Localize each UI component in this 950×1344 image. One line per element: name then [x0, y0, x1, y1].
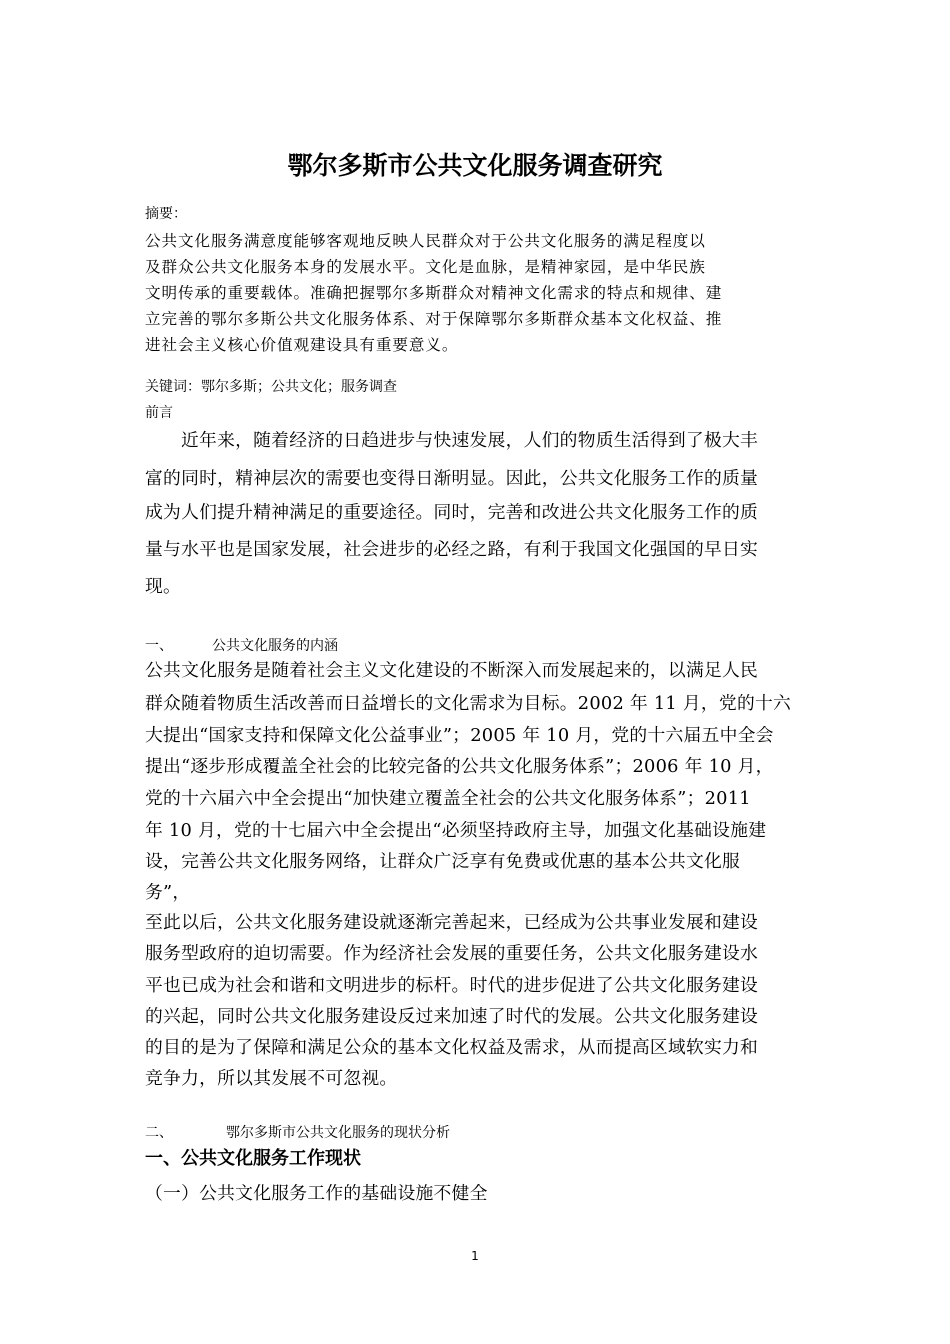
page-title: 鄂尔多斯市公共文化服务调查研究: [287, 151, 663, 180]
page-number: 1: [471, 1249, 479, 1263]
section1-line: 大提出“国家支持和保障文化公益事业”；2005 年 10 月，党的十六届五中全会: [145, 725, 774, 746]
section1-line: 的兴起，同时公共文化服务建设反过来加速了时代的发展。公共文化服务建设: [145, 1006, 759, 1027]
preface-line: 近年来，随着经济的日趋进步与快速发展，人们的物质生活得到了极大丰: [181, 430, 759, 451]
subheading: 一、公共文化服务工作现状: [145, 1148, 361, 1169]
abstract-line: 及群众公共文化服务本身的发展水平。文化是血脉，是精神家园，是中华民族: [145, 258, 706, 276]
preface-line: 富的同时，精神层次的需要也变得日渐明显。因此，公共文化服务工作的质量: [145, 468, 759, 489]
section1-line: 党的十六届六中全会提出“加快建立覆盖全社会的公共文化服务体系”；2011: [145, 788, 751, 809]
section1-number: 一、: [145, 638, 173, 654]
abstract-line: 公共文化服务满意度能够客观地反映人民群众对于公共文化服务的满足程度以: [145, 232, 706, 250]
abstract-line: 文明传承的重要载体。准确把握鄂尔多斯群众对精神文化需求的特点和规律、建: [145, 284, 723, 302]
section1-line: 务”，: [145, 882, 191, 903]
section1-line: 公共文化服务是随着社会主义文化建设的不断深入而发展起来的，以满足人民: [145, 660, 759, 681]
preface-label: 前言: [145, 405, 173, 421]
section1-line: 竞争力，所以其发展不可忽视。: [145, 1068, 398, 1089]
section2-number: 二、: [145, 1125, 173, 1141]
keywords: 关键词：鄂尔多斯；公共文化；服务调查: [145, 379, 397, 395]
section1-heading: 公共文化服务的内涵: [212, 638, 338, 654]
preface-line: 现。: [145, 576, 182, 597]
section1-line: 设，完善公共文化服务网络，让群众广泛享有免费或优惠的基本公共文化服: [145, 851, 741, 872]
section1-line: 提出“逐步形成覆盖全社会的比较完备的公共文化服务体系”；2006 年 10 月，: [145, 756, 774, 777]
preface-line: 成为人们提升精神满足的重要途径。同时，完善和改进公共文化服务工作的质: [145, 502, 759, 523]
section1-line: 平也已成为社会和谐和文明进步的标杆。时代的进步促进了公共文化服务建设: [145, 975, 759, 996]
abstract-line: 进社会主义核心价值观建设具有重要意义。: [145, 336, 459, 354]
section1-line: 群众随着物质生活改善而日益增长的文化需求为目标。2002 年 11 月，党的十六: [145, 693, 792, 714]
abstract-label: 摘要：: [145, 206, 187, 222]
section1-line: 年 10 月，党的十七届六中全会提出“必须坚持政府主导，加强文化基础设施建: [145, 820, 767, 841]
section1-line: 服务型政府的迫切需要。作为经济社会发展的重要任务，公共文化服务建设水: [145, 943, 759, 964]
section1-line: 至此以后，公共文化服务建设就逐渐完善起来，已经成为公共事业发展和建设: [145, 912, 759, 933]
abstract-line: 立完善的鄂尔多斯公共文化服务体系、对于保障鄂尔多斯群众基本文化权益、推: [145, 310, 723, 328]
section1-line: 的目的是为了保障和满足公众的基本文化权益及需求，从而提高区域软实力和: [145, 1037, 759, 1058]
preface-line: 量与水平也是国家发展，社会进步的必经之路，有利于我国文化强国的早日实: [145, 539, 759, 560]
subsubheading: （一）公共文化服务工作的基础设施不健全: [145, 1183, 488, 1204]
section2-heading: 鄂尔多斯市公共文化服务的现状分析: [226, 1125, 450, 1141]
